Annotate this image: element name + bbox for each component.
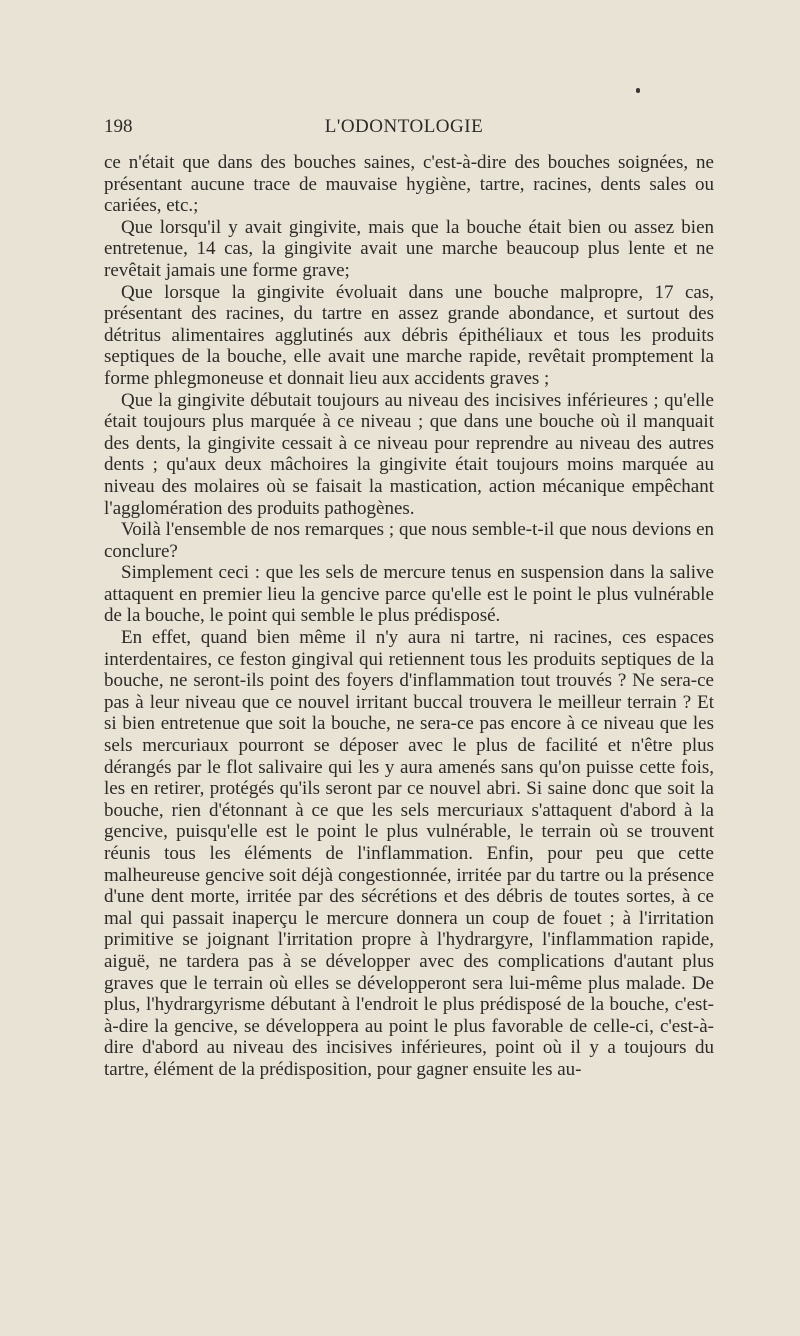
paragraph: Que lorsque la gingivite évoluait dans une bouche malpropre, 17 cas, présentant des racines, du tartre en assez grande abondance, et surtout des détritus alimentaires agglutinés aux débris épithéliaux et tous les produits septiques de la bouche, elle avait une marche rapide, revêtait promptement la forme phlegmoneuse et donnait lieu aux accidents graves ;	[104, 281, 714, 389]
paragraph: En effet, quand bien même il n'y aura ni tartre, ni racines, ces espaces interdentaires, ce feston gingival qui retiennent tous les produits septiques de la bouche, ne seront-ils point des foyers d'inflammation tout trouvés ? Ne sera-ce pas à leur niveau que ce nouvel irritant buccal trouvera le meilleur terrain ? Et si bien entretenue que soit la bouche, ne sera-ce pas encore à ce niveau que les sels mercuriaux pourront se déposer avec le plus de facilité et n'être plus dérangés par le flot salivaire qui les y aura amenés sans qu'on puisse cette fois, les en retirer, protégés qu'ils seront par ce nouvel abri. Si saine donc que soit la bouche, rien d'étonnant à ce que les sels mercuriaux s'attaquent d'abord à la gencive, puisqu'elle est le point le plus vulnérable, le terrain où se trouvent réunis tous les éléments de l'inflammation. Enfin, pour peu que cette malheureuse gencive soit déjà congestionnée, irritée par du tartre ou la présence d'une dent morte, irritée par des sécrétions et des débris de toutes sortes, à ce mal qui passait inaperçu le mercure donnera un coup de fouet ; à l'irritation primitive se joignant l'irritation propre à l'hydrargyre, l'inflammation rapide, aiguë, ne tardera pas à se développer avec des complications d'autant plus graves que le terrain où elles se développeront sera lui-même plus malade. De plus, l'hydrargyrisme débutant à l'endroit le plus prédisposé de la bouche, c'est-à-dire la gencive, se développera au point le plus favorable de celle-ci, c'est-à-dire d'abord au niveau des incisives inférieures, point où il y a toujours du tartre, élément de la prédisposition, pour gagner ensuite les au-	[104, 627, 714, 1080]
paragraph: Voilà l'ensemble de nos remarques ; que nous semble-t-il que nous devions en conclure?	[104, 519, 714, 562]
paragraph: Que lorsqu'il y avait gingivite, mais que la bouche était bien ou assez bien entretenue, 14 cas, la gingivite avait une marche beaucoup plus lente et ne revêtait jamais une forme grave;	[104, 216, 714, 281]
page-header	[104, 116, 704, 144]
paragraph: Que la gingivite débutait toujours au niveau des incisives inférieures ; qu'elle était toujours plus marquée à ce niveau ; que dans une bouche où il manquait des dents, la gingivite cessait à ce niveau pour reprendre au niveau des autres dents ; qu'aux deux mâchoires la gingivite était toujours moins marquée au niveau des molaires où se faisait la mastication, action mécanique empêchant l'agglomération des produits pathogènes.	[104, 389, 714, 519]
running-title: L'ODONTOLOGIE	[324, 116, 484, 137]
body-text	[104, 152, 714, 1081]
ink-speck	[636, 88, 640, 93]
paragraph: Simplement ceci : que les sels de mercure tenus en suspension dans la salive attaquent en premier lieu la gencive parce qu'elle est le point le plus vulnérable de la bouche, le point qui semble le plus prédisposé.	[104, 562, 714, 627]
paragraph: ce n'était que dans des bouches saines, c'est-à-dire des bouches soignées, ne présentant aucune trace de mauvaise hygiène, tartre, racines, dents sales ou cariées, etc.;	[104, 152, 714, 217]
page-number: 198	[104, 116, 133, 137]
